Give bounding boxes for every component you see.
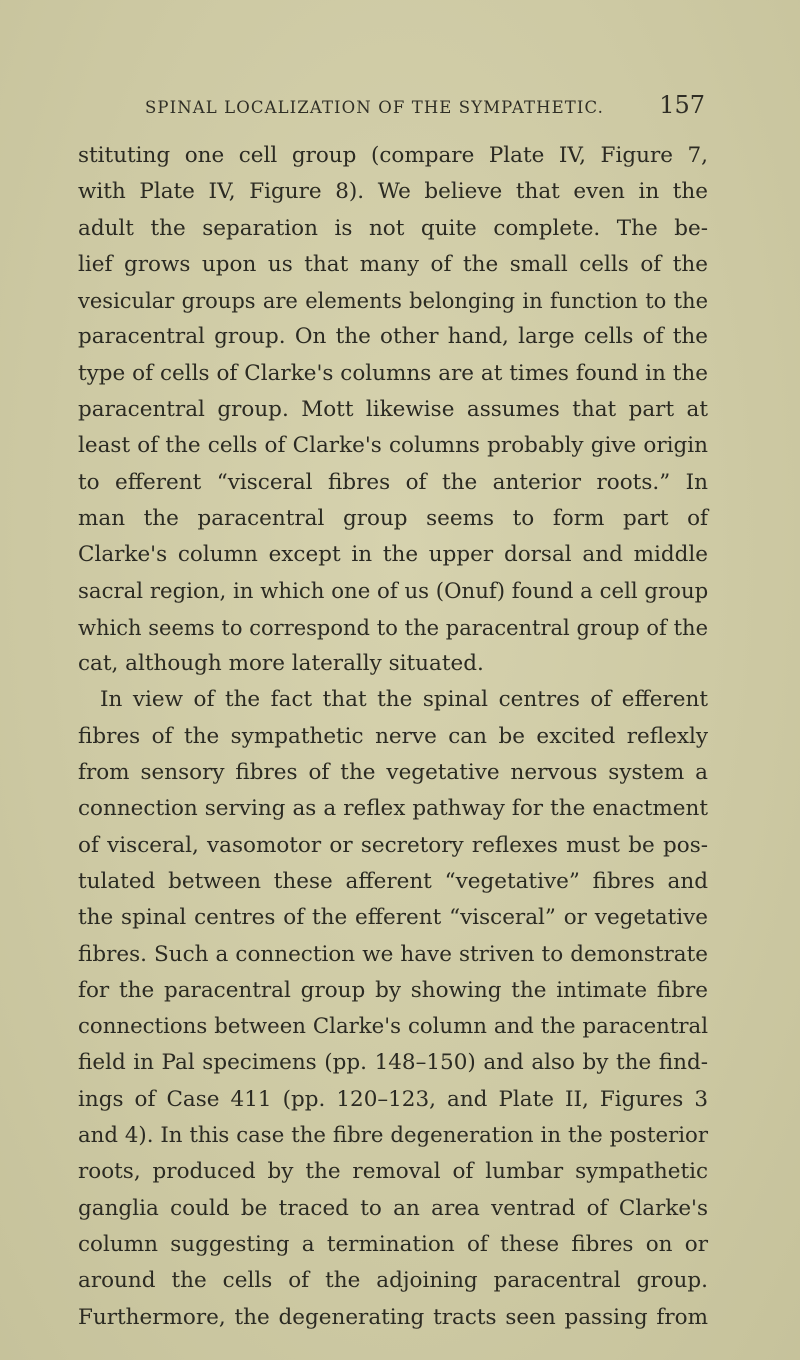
text-line: stituting one cell group (compare Plate IV, Figure 7,	[78, 143, 708, 168]
text-line: adult the separation is not quite complete. The be-	[78, 215, 708, 241]
text-line: Furthermore, the degenerating tracts seen passing from	[78, 1304, 708, 1330]
body-text	[78, 138, 708, 1336]
text-line: vesicular groups are elements belonging in function to the	[78, 289, 708, 314]
text-line: ganglia could be traced to an area ventrad of Clarke's	[78, 1195, 708, 1221]
text-line: which seems to correspond to the paracentral group of the	[78, 615, 708, 640]
text-line: and 4). In this case the fibre degeneration in the posterior	[78, 1123, 708, 1149]
text-line: with Plate IV, Figure 8). We believe that even in the	[78, 179, 708, 205]
text-line: of visceral, vasomotor or secretory reflexes must be pos-	[78, 832, 708, 858]
text-line: least of the cells of Clarke's columns probably give origin	[78, 433, 708, 459]
text-line: type of cells of Clarke's columns are at times found in the	[78, 360, 708, 386]
text-line: connections between Clarke's column and the paracentral	[78, 1014, 708, 1040]
text-line: field in Pal specimens (pp. 148–150) and also by the find-	[78, 1050, 708, 1076]
text-line: lief grows upon us that many of the small cells of the	[78, 251, 708, 277]
text-line: ings of Case 411 (pp. 120–123, and Plate II, Figures 3	[78, 1086, 708, 1112]
text-line: from sensory fibres of the vegetative nervous system a	[78, 760, 708, 786]
text-line: Clarke's column except in the upper dorsal and middle	[78, 542, 708, 568]
text-line: man the paracentral group seems to form part of	[78, 505, 708, 531]
text-line: around the cells of the adjoining paracentral group.	[78, 1268, 708, 1294]
text-line: cat, although more laterally situated.	[78, 651, 484, 677]
text-line: to efferent “visceral fibres of the anterior roots.” In	[78, 469, 708, 495]
page-number: 157	[659, 91, 705, 119]
text-line: column suggesting a termination of these fibres on or	[78, 1231, 708, 1257]
text-line: tulated between these afferent “vegetative” fibres and	[78, 868, 708, 894]
text-line: In view of the fact that the spinal centres of efferent	[100, 687, 708, 713]
text-line: roots, produced by the removal of lumbar sympathetic	[78, 1159, 708, 1185]
running-head	[145, 91, 705, 119]
text-line: the spinal centres of the efferent “visceral” or vegetative	[78, 905, 708, 931]
text-line: sacral region, in which one of us (Onuf) found a cell group	[78, 578, 709, 604]
text-line: fibres. Such a connection we have striven to demonstrate	[78, 941, 708, 967]
text-line: fibres of the sympathetic nerve can be excited reflexly	[78, 723, 708, 749]
text-line: connection serving as a reflex pathway for the enactment	[78, 796, 708, 822]
running-title: SPINAL LOCALIZATION OF THE SYMPATHETIC.	[145, 98, 604, 117]
text-line: for the paracentral group by showing the intimate fibre	[78, 977, 708, 1003]
text-line: paracentral group. Mott likewise assumes that part at	[78, 397, 708, 423]
text-line: paracentral group. On the other hand, large cells of the	[78, 324, 708, 350]
